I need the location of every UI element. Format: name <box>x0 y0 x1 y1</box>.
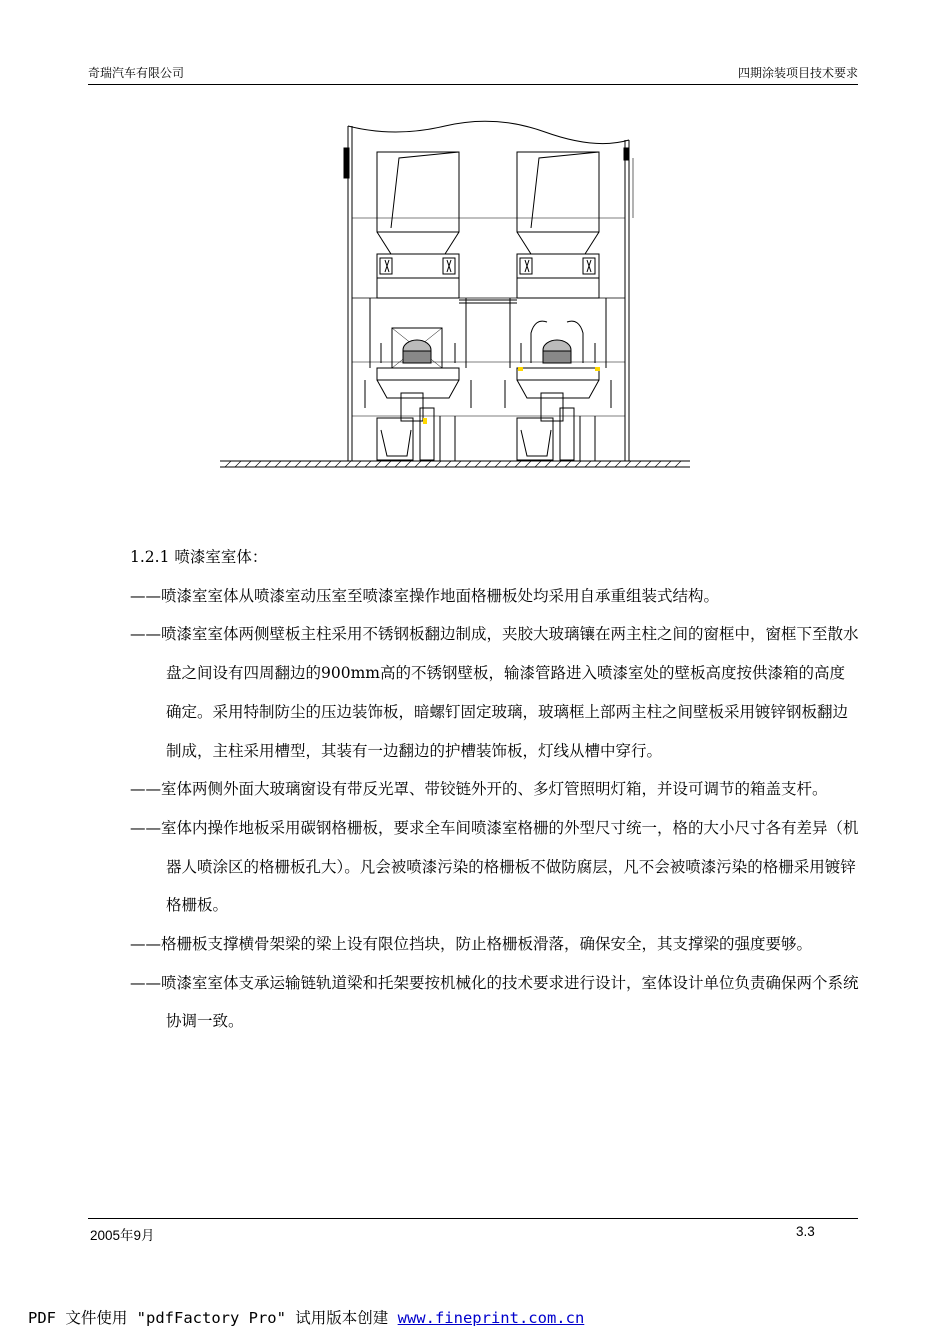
paragraph: ——室体内操作地板采用碳钢格栅板，要求全车间喷漆室格栅的外型尺寸统一，格的大小尺寸各有差异（机器人喷涂区的格栅板孔大）。凡会被喷漆污染的格栅板不做防腐层，凡不会被喷漆污染的格栅采用镀锌格栅板。 <box>130 818 859 915</box>
footer-divider <box>88 1218 858 1219</box>
header-doc-title: 四期涂装项目技术要求 <box>737 66 858 80</box>
pdf-watermark-note <box>28 1306 584 1328</box>
paragraph: ——喷漆室室体支承运输链轨道梁和托架要按机械化的技术要求进行设计，室体设计单位负责确保两个系统协调一致。 <box>130 973 859 1031</box>
section-content <box>130 538 860 1041</box>
watermark-link[interactable]: www.fineprint.com.cn <box>397 1309 585 1327</box>
watermark-text: PDF 文件使用 "pdfFactory Pro" 试用版本创建 <box>28 1309 398 1327</box>
spray-booth-cross-section-drawing <box>215 118 695 478</box>
paragraph: ——室体两侧外面大玻璃窗设有带反光罩、带铰链外开的、多灯管照明灯箱，并设可调节的箱盖支杆。 <box>130 780 828 799</box>
header-divider <box>88 84 858 85</box>
header-company: 奇瑞汽车有限公司 <box>88 66 185 80</box>
section-title: 1.2.1 喷漆室室体： <box>130 548 268 566</box>
paragraph: ——喷漆室室体从喷漆室动压室至喷漆室操作地面格栅板处均采用自承重组装式结构。 <box>130 586 720 605</box>
paragraph: ——喷漆室室体两侧壁板主柱采用不锈钢板翻边制成，夹胶大玻璃镶在两主柱之间的窗框中，窗框下至散水盘之间设有四周翻边的900mm高的不锈钢壁板，输漆管路进入喷漆室处的壁板高度按供漆箱的高度确定。采用特制防尘的压边装饰板，暗螺钉固定玻璃，玻璃框上部两主柱之间壁板采用镀锌钢板翻边制成，主柱采用槽型，其装有一边翻边的护槽装饰板，灯线从槽中穿行。 <box>130 625 859 760</box>
footer-date: 2005年9月 <box>90 1228 155 1243</box>
page-number: 3.3 <box>796 1224 815 1239</box>
paragraph: ——格栅板支撑横骨架梁的梁上设有限位挡块，防止格栅板滑落，确保安全，其支撑梁的强度要够。 <box>130 935 813 954</box>
